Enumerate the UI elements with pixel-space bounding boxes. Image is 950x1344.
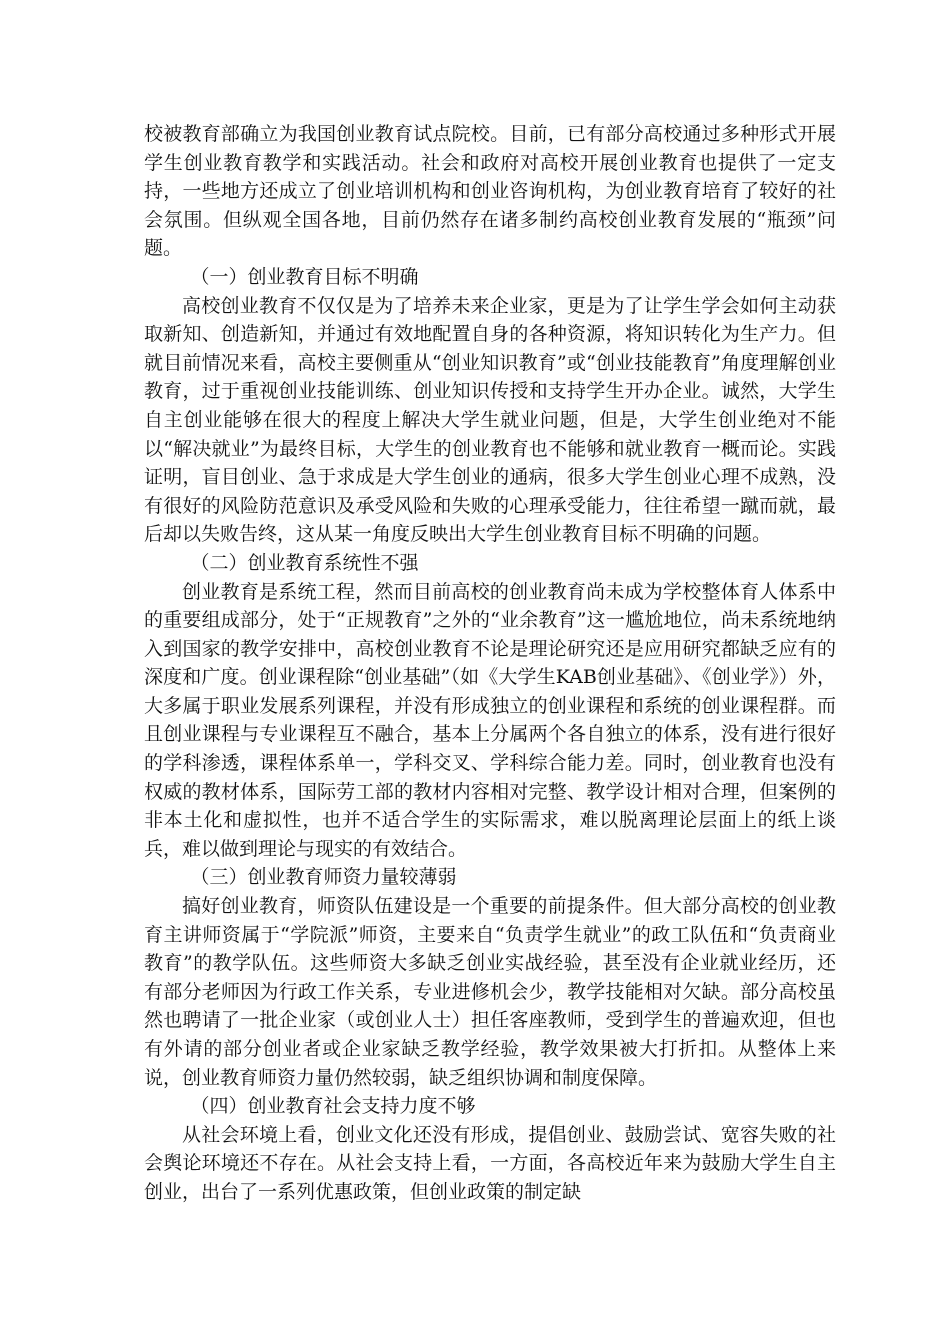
body-paragraph: 从社会环境上看，创业文化还没有形成，提倡创业、鼓励尝试、宽容失败的社会舆论环境还不存在。从社会支持上看，一方面，各高校近年来为鼓励大学生自主创业，出台了一系列优惠政策，但创业政策的制定缺 xyxy=(144,1123,836,1203)
section-heading: （一）创业教育目标不明确 xyxy=(190,265,419,288)
section-heading: （三）创业教育师资力量较薄弱 xyxy=(190,866,457,889)
body-paragraph: 搞好创业教育，师资队伍建设是一个重要的前提条件。但大部分高校的创业教育主讲师资属于“学院派”师资，主要来自“负责学生就业”的政工队伍和“负责商业教育”的教学队伍。这些师资大多缺乏创业实战经验，甚至没有企业就业经历，还有部分老师因为行政工作关系，专业进修机会少，教学技能相对欠缺。部分高校虽然也聘请了一批企业家（或创业人士）担任客座教师，受到学生的普遍欢迎，但也有外请的部分创业者或企业家缺乏教学经验，教学效果被大打折扣。从整体上来说，创业教育师资力量仍然较弱，缺乏组织协调和制度保障。 xyxy=(144,895,836,1089)
document-page xyxy=(144,120,836,1207)
body-paragraph: 创业教育是系统工程，然而目前高校的创业教育尚未成为学校整体育人体系中的重要组成部分，处于“正规教育”之外的“业余教育”这一尴尬地位，尚未系统地纳入到国家的教学安排中，高校创业教育不论是理论研究还是应用研究都缺乏应有的深度和广度。创业课程除“创业基础”（如《大学生KAB创业基础》、《创业学》）外，大多属于职业发展系列课程，并没有形成独立的创业课程和系统的创业课程群。而且创业课程与专业课程互不融合，基本上分属两个各自独立的体系，没有进行很好的学科渗透，课程体系单一，学科交叉、学科综合能力差。同时，创业教育也没有权威的教材体系，国际劳工部的教材内容相对完整、教学设计相对合理，但案例的非本土化和虚拟性，也并不适合学生的实际需求，难以脱离理论层面上的纸上谈兵，难以做到理论与现实的有效结合。 xyxy=(144,580,836,860)
section-heading: （四）创业教育社会支持力度不够 xyxy=(190,1095,476,1118)
body-paragraph: 校被教育部确立为我国创业教育试点院校。目前，已有部分高校通过多种形式开展学生创业教育教学和实践活动。社会和政府对高校开展创业教育也提供了一定支持，一些地方还成立了创业培训机构和创业咨询机构，为创业教育培育了较好的社会氛围。但纵观全国各地，目前仍然存在诸多制约高校创业教育发展的“瓶颈”问题。 xyxy=(144,123,836,260)
body-paragraph: 高校创业教育不仅仅是为了培养未来企业家，更是为了让学生学会如何主动获取新知、创造新知，并通过有效地配置自身的各种资源，将知识转化为生产力。但就目前情况来看，高校主要侧重从“创业知识教育”或“创业技能教育”角度理解创业教育，过于重视创业技能训练、创业知识传授和支持学生开办企业。诚然，大学生自主创业能够在很大的程度上解决大学生就业问题，但是，大学生创业绝对不能以“解决就业”为最终目标，大学生的创业教育也不能够和就业教育一概而论。实践证明，盲目创业、急于求成是大学生创业的通病，很多大学生创业心理不成熟，没有很好的风险防范意识及承受风险和失败的心理承受能力，往往希望一蹴而就，最后却以失败告终，这从某一角度反映出大学生创业教育目标不明确的问题。 xyxy=(144,294,836,546)
section-heading: （二）创业教育系统性不强 xyxy=(190,551,419,574)
